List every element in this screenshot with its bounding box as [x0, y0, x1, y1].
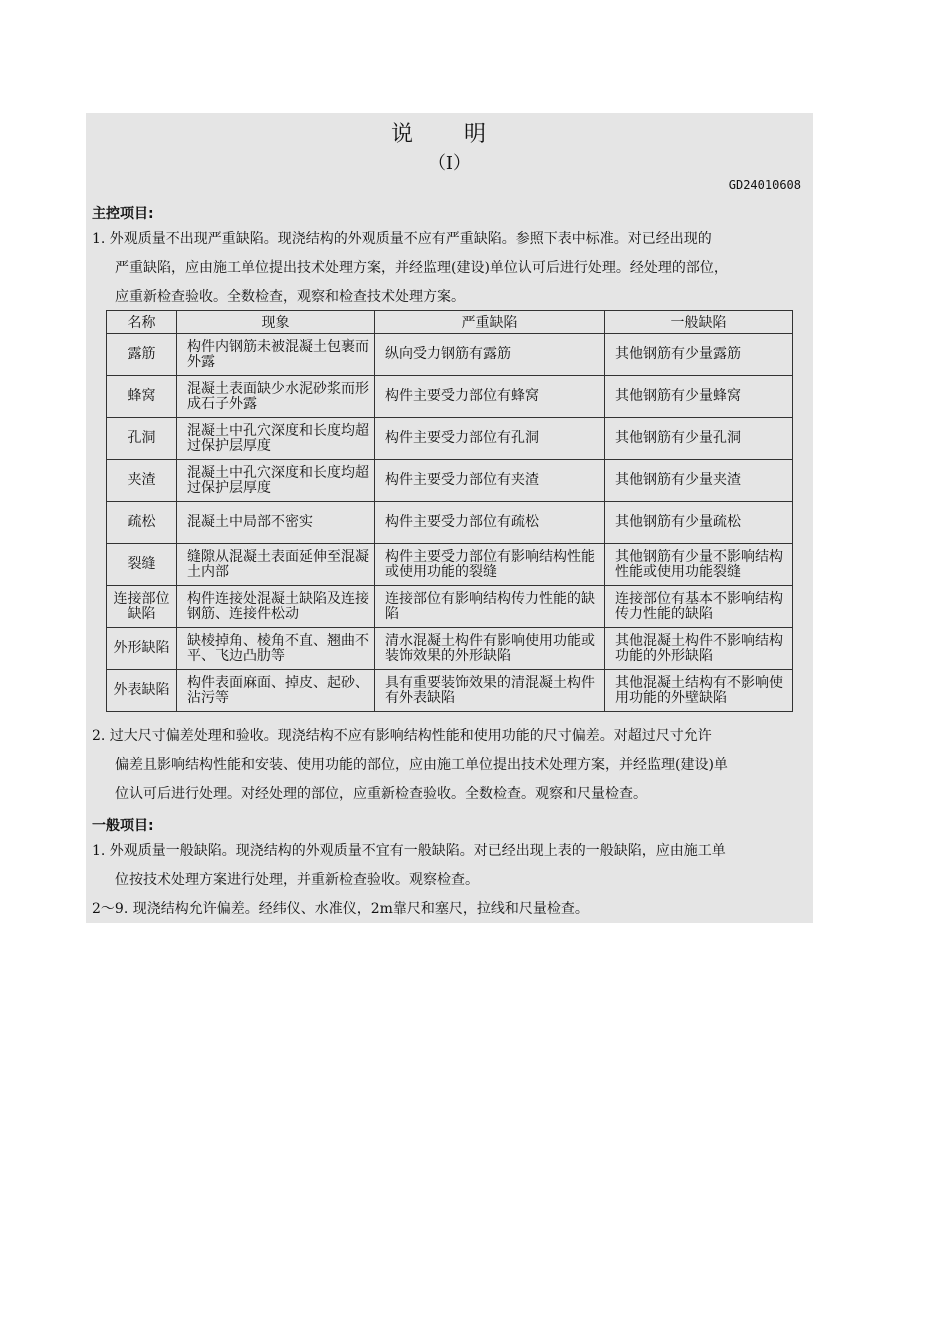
document-subtitle: （Ⅰ）	[427, 153, 472, 174]
defect-phenomenon: 缺棱掉角、棱角不直、翘曲不平、飞边凸肋等	[177, 628, 375, 670]
table-row	[107, 334, 793, 376]
column-header-phenomenon: 现象	[177, 311, 375, 334]
table-row	[107, 628, 793, 670]
general-item-1	[92, 837, 822, 895]
defect-general: 其他钢筋有少量孔洞	[605, 418, 793, 460]
defect-name: 疏松	[107, 502, 177, 544]
defect-phenomenon: 混凝土中局部不密实	[177, 502, 375, 544]
general-heading: 一般项目:	[92, 818, 154, 834]
defect-serious: 纵向受力钢筋有露筋	[375, 334, 605, 376]
table-row	[107, 502, 793, 544]
table-row	[107, 418, 793, 460]
defect-name: 外表缺陷	[107, 670, 177, 712]
defect-general: 其他钢筋有少量夹渣	[605, 460, 793, 502]
defect-serious: 连接部位有影响结构传力性能的缺陷	[375, 586, 605, 628]
defect-general: 其他钢筋有少量疏松	[605, 502, 793, 544]
defect-name: 裂缝	[107, 544, 177, 586]
defect-general: 其他钢筋有少量蜂窝	[605, 376, 793, 418]
column-header-name: 名称	[107, 311, 177, 334]
table-row	[107, 544, 793, 586]
defect-serious: 清水混凝土构件有影响使用功能或装饰效果的外形缺陷	[375, 628, 605, 670]
defect-serious: 构件主要受力部位有疏松	[375, 502, 605, 544]
defect-serious: 构件主要受力部位有夹渣	[375, 460, 605, 502]
defect-serious: 构件主要受力部位有蜂窝	[375, 376, 605, 418]
paragraph-line: 偏差且影响结构性能和安装、使用功能的部位，应由施工单位提出技术处理方案，并经监理(建设)单	[115, 757, 728, 773]
column-header-general: 一般缺陷	[605, 311, 793, 334]
defect-table	[106, 310, 793, 712]
paragraph-line: 2～9. 现浇结构允许偏差。经纬仪、水准仪，2m靠尺和塞尺，拉线和尺量检查。	[92, 901, 589, 917]
table-row	[107, 376, 793, 418]
defect-serious: 具有重要装饰效果的清混凝土构件有外表缺陷	[375, 670, 605, 712]
defect-serious: 构件主要受力部位有孔洞	[375, 418, 605, 460]
defect-phenomenon: 缝隙从混凝土表面延伸至混凝土内部	[177, 544, 375, 586]
table-header-row	[107, 311, 793, 334]
paragraph-line: 1. 外观质量一般缺陷。现浇结构的外观质量不宜有一般缺陷。对已经出现上表的一般缺陷，应由施工单	[92, 843, 726, 859]
defect-phenomenon: 构件表面麻面、掉皮、起砂、沾污等	[177, 670, 375, 712]
main-control-item-2	[92, 722, 822, 809]
main-control-item-1	[92, 225, 822, 312]
paragraph-line: 2. 过大尺寸偏差处理和验收。现浇结构不应有影响结构性能和使用功能的尺寸偏差。对超过尺寸允许	[92, 728, 712, 744]
document-title: 说 明	[391, 122, 508, 147]
defect-phenomenon: 混凝土中孔穴深度和长度均超过保护层厚度	[177, 418, 375, 460]
paragraph-line: 位按技术处理方案进行处理，并重新检查验收。观察检查。	[115, 872, 479, 888]
document-code: GD24010608	[728, 178, 801, 192]
table-row	[107, 586, 793, 628]
defect-phenomenon: 构件连接处混凝土缺陷及连接钢筋、连接件松动	[177, 586, 375, 628]
defect-phenomenon: 混凝土表面缺少水泥砂浆而形成石子外露	[177, 376, 375, 418]
defect-phenomenon: 构件内钢筋未被混凝土包裹而外露	[177, 334, 375, 376]
general-item-2	[92, 895, 822, 924]
table-row	[107, 670, 793, 712]
defect-general: 连接部位有基本不影响结构传力性能的缺陷	[605, 586, 793, 628]
defect-general: 其他钢筋有少量露筋	[605, 334, 793, 376]
defect-name: 露筋	[107, 334, 177, 376]
defect-name: 蜂窝	[107, 376, 177, 418]
table-row	[107, 460, 793, 502]
document-sheet	[86, 113, 813, 923]
paragraph-line: 1. 外观质量不出现严重缺陷。现浇结构的外观质量不应有严重缺陷。参照下表中标准。对已经出现的	[92, 231, 712, 247]
paragraph-line: 应重新检查验收。全数检查，观察和检查技术处理方案。	[115, 289, 465, 305]
defect-name: 夹渣	[107, 460, 177, 502]
column-header-serious: 严重缺陷	[375, 311, 605, 334]
defect-general: 其他混凝土构件不影响结构功能的外形缺陷	[605, 628, 793, 670]
defect-name: 外形缺陷	[107, 628, 177, 670]
paragraph-line: 位认可后进行处理。对经处理的部位，应重新检查验收。全数检查。观察和尺量检查。	[115, 786, 647, 802]
main-control-heading: 主控项目:	[92, 206, 154, 222]
defect-serious: 构件主要受力部位有影响结构性能或使用功能的裂缝	[375, 544, 605, 586]
defect-name: 孔洞	[107, 418, 177, 460]
paragraph-line: 严重缺陷，应由施工单位提出技术处理方案，并经监理(建设)单位认可后进行处理。经处理的部位，	[115, 260, 728, 276]
defect-general: 其他钢筋有少量不影响结构性能或使用功能裂缝	[605, 544, 793, 586]
defect-phenomenon: 混凝土中孔穴深度和长度均超过保护层厚度	[177, 460, 375, 502]
defect-name: 连接部位缺陷	[107, 586, 177, 628]
defect-general: 其他混凝土结构有不影响使用功能的外壁缺陷	[605, 670, 793, 712]
